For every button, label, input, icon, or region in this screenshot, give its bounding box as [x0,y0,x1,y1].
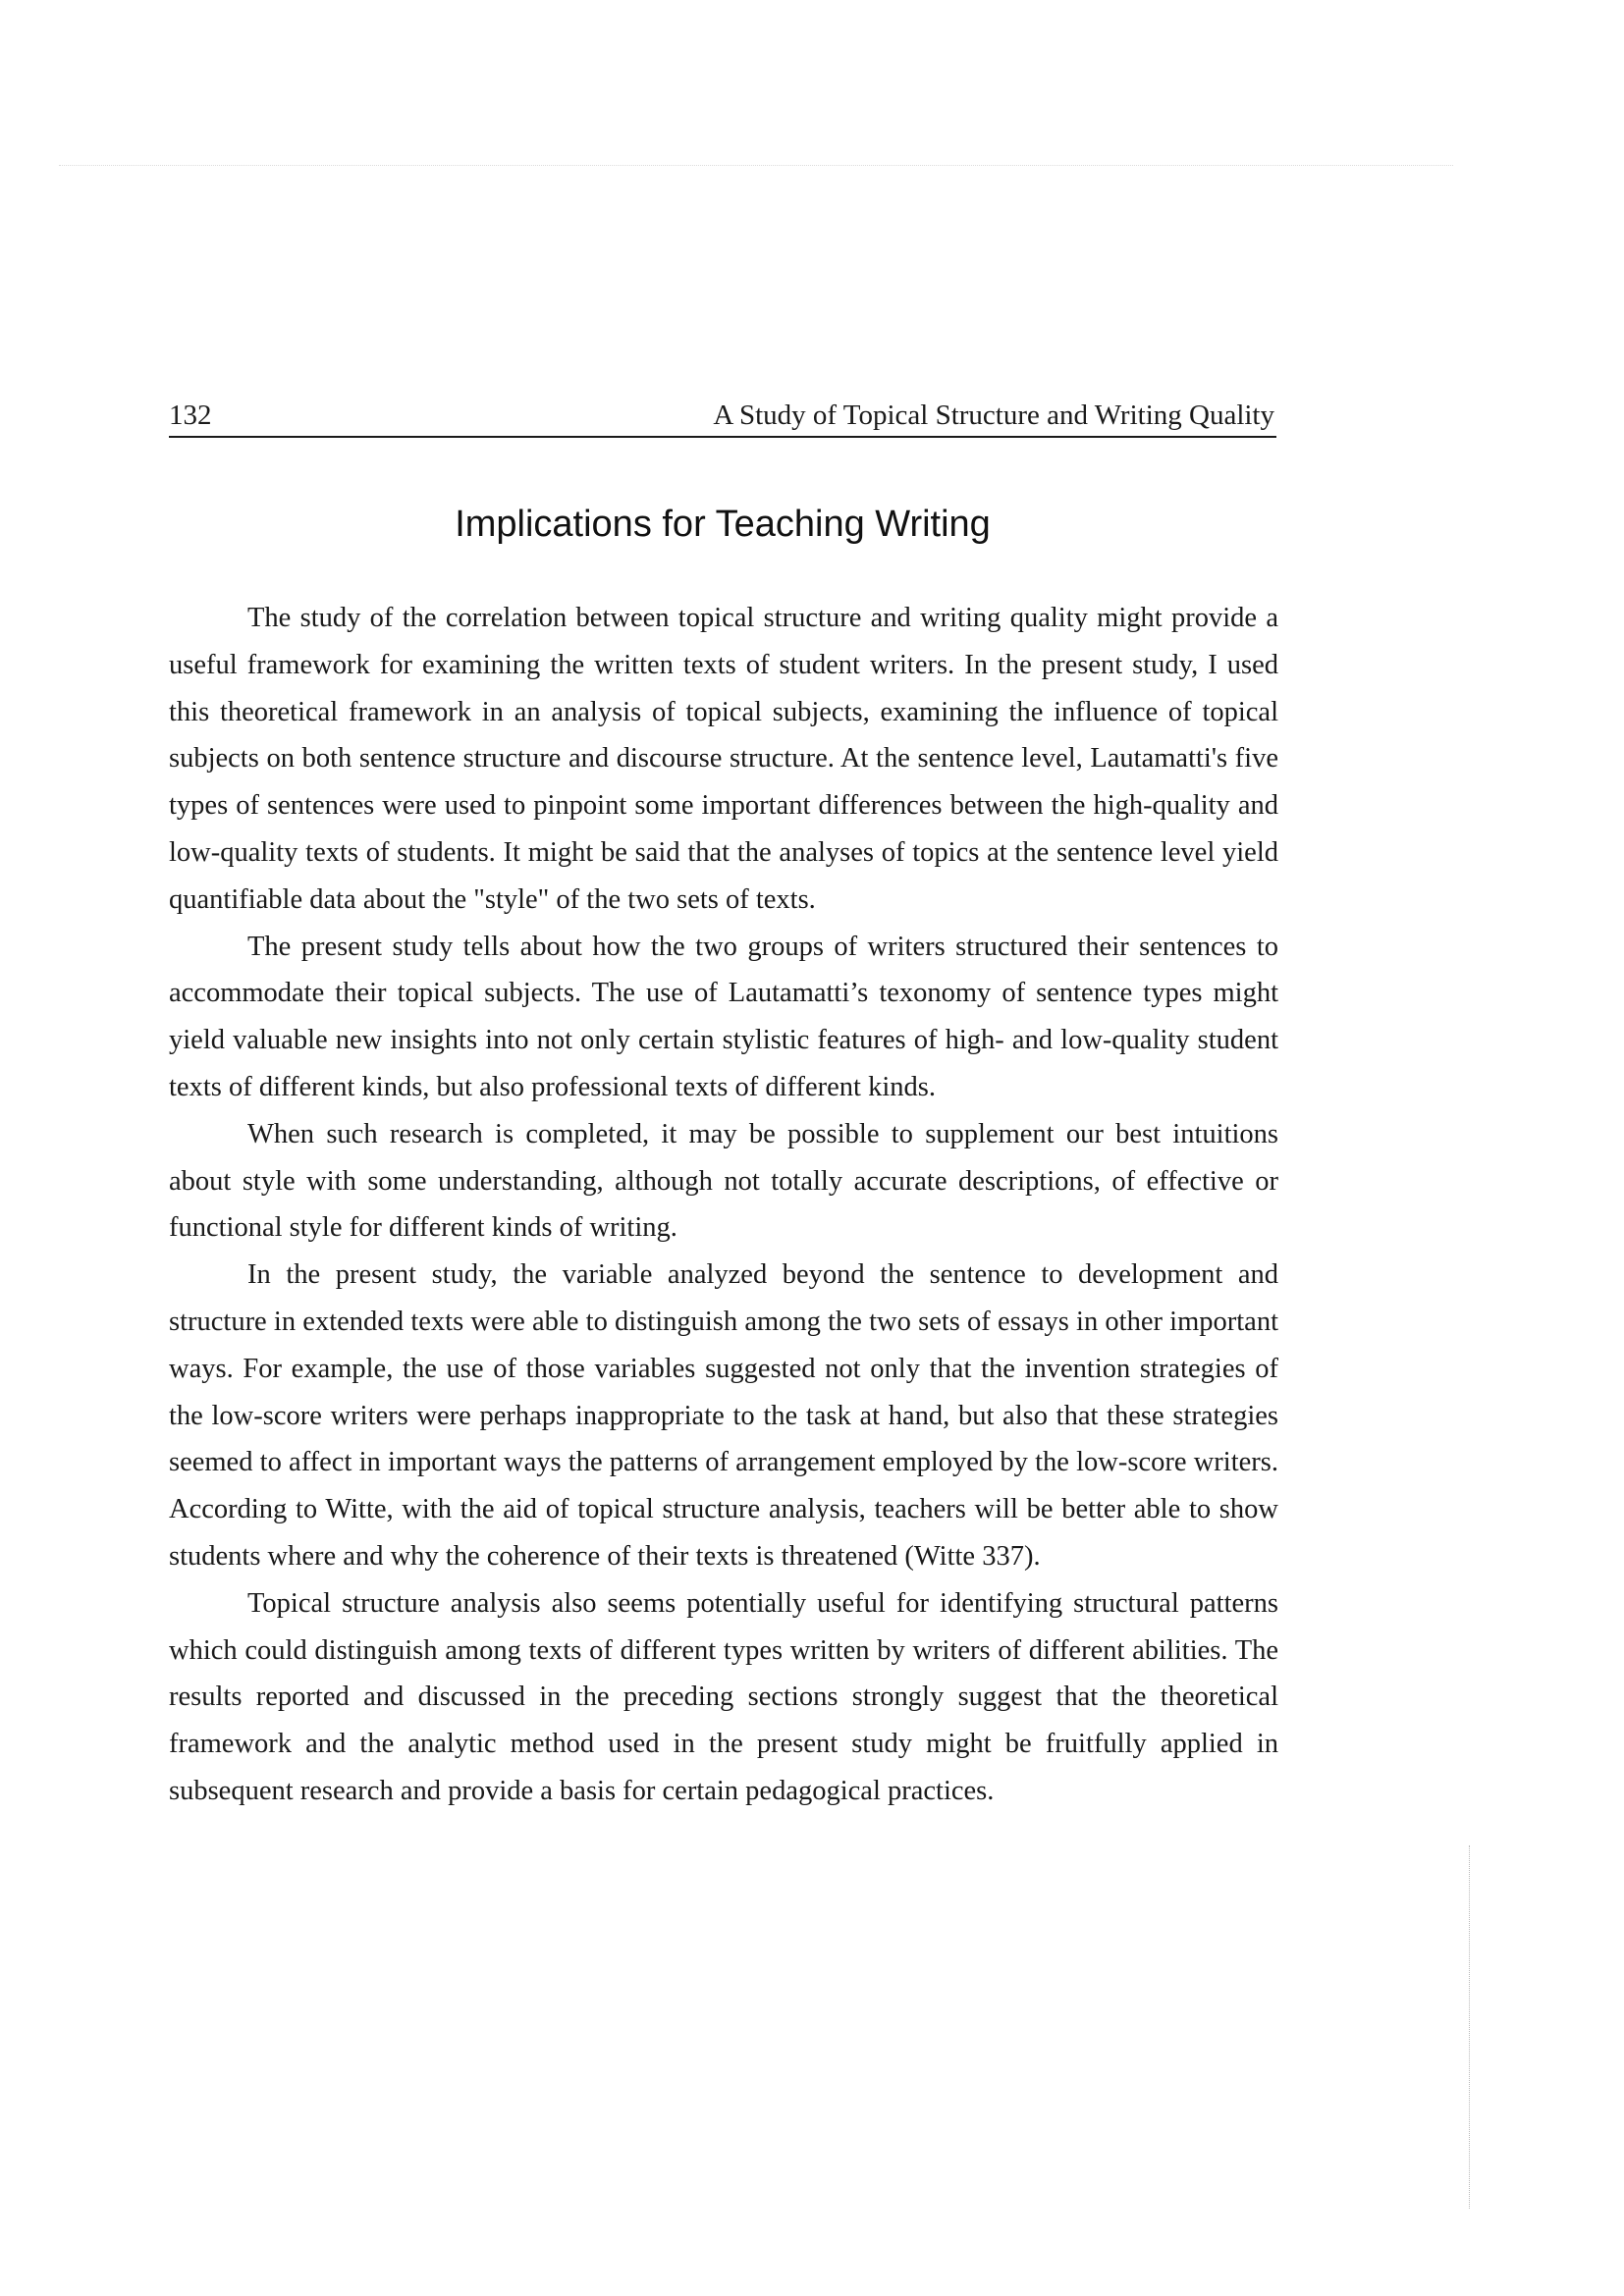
section-heading: Implications for Teaching Writing [455,504,991,545]
running-title: A Study of Topical Structure and Writing Quality [713,400,1274,431]
paragraph-1: The study of the correlation between topical structure and writing quality might provide a useful framework for examining the written texts of student writers. In the present study, I used this theoretical framework in an analysis of topical subjects, examining the influence of topical subjects on both sentence structure and discourse structure. At the sentence level, Lautamatti's five types of sentences were used to pinpoint some important differences between the high-quality and low-quality texts of students. It might be said that the analyses of topics at the sentence level yield quantifiable data about the "style" of the two sets of texts. [169,603,1278,915]
scan-speck-line [59,165,1453,166]
paragraph-3: When such research is completed, it may be possible to supplement our best intuitions about style with some understanding, although not totally accurate descriptions, of effective or functional style for different kinds of writing. [169,1118,1278,1244]
body-text [169,595,1278,1815]
scan-edge-mark [1469,1845,1470,2209]
page-number: 132 [169,400,212,431]
paragraph-2: The present study tells about how the two groups of writers structured their sentences to accommodate their topical subjects. The use of Lautamatti’s texonomy of sentence types might yield valuable new insights into not only certain stylistic features of high- and low-quality student texts of different kinds, but also professional texts of different kinds. [169,931,1278,1102]
paragraph-4: In the present study, the variable analyzed beyond the sentence to development and structure in extended texts were able to distinguish among the two sets of essays in other important ways. For example, the use of those variables suggested not only that the invention strategies of the low-score writers were perhaps inappropriate to the task at hand, but also that these strategies seemed to affect in important ways the patterns of arrangement employed by the low-score writers. According to Witte, with the aid of topical structure analysis, teachers will be better able to show students where and why the coherence of their texts is threatened (Witte 337). [169,1259,1278,1572]
running-header [169,391,1276,438]
paragraph-5: Topical structure analysis also seems potentially useful for identifying structural patterns which could distinguish among texts of different types written by writers of different abilities. The results reported and discussed in the preceding sections strongly suggest that the theoretical framework and the analytic method used in the present study might be fruitfully applied in subsequent research and provide a basis for certain pedagogical practices. [169,1587,1278,1806]
